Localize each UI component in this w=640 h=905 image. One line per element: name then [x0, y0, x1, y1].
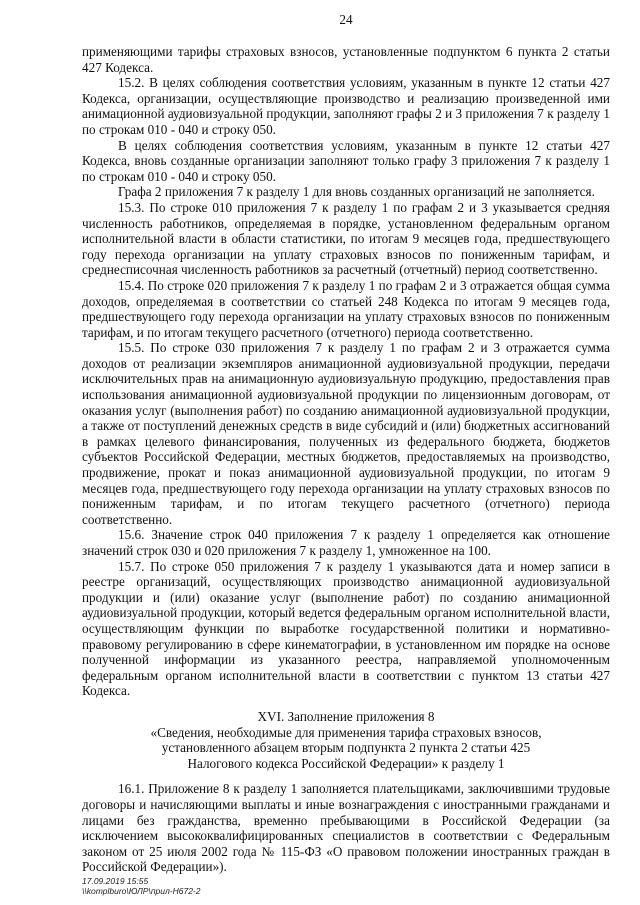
footer-date: 17.09.2019 15:55: [82, 876, 149, 886]
paragraph: 15.7. По строке 050 приложения 7 к разделу 1 указываются дата и номер записи в реестре организаций, осуществляющих производство анимационной аудиовизуальной продукции и (или) оказание услуг (выполнение работ) по созданию анимационной аудиовизуальной продукции, который ведется федеральным органом исполнительной власти, осуществляющим функции по выработке государственной политики и нормативно-правовому регулированию в сфере кинематографии, в установленном им порядке на основе полученной информации из указанного реестра, направляемой уполномоченным федеральным органом исполнительной власти в соответствии с пунктом 13 статьи 427 Кодекса.: [82, 558, 610, 699]
section-heading-line: Налогового кодекса Российской Федерации» к разделу 1: [187, 755, 505, 771]
paragraph: 15.4. По строке 020 приложения 7 к разделу 1 по графам 2 и 3 отражается общая сумма доходов, определяемая в соответствии со статьей 248 Кодекса по итогам 9 месяцев года, предшествующего году перехода организации на уплату страховых взносов по пониженным тарифам, и по итогам текущего расчетного (отчетного) периода соответственно.: [82, 277, 610, 340]
paragraph: Графа 2 приложения 7 к разделу 1 для вновь созданных организаций не заполняется.: [118, 184, 595, 200]
section-heading-line: XVI. Заполнение приложения 8: [257, 708, 435, 724]
paragraph: применяющими тарифы страховых взносов, установленные подпунктом 6 пункта 2 статьи 427 Кодекса.: [82, 44, 610, 75]
paragraph: 15.6. Значение строк 040 приложения 7 к разделу 1 определяется как отношение значений строк 030 и 020 приложения 7 к разделу 1, умноженное на 100.: [82, 527, 610, 558]
section-heading-line: «Сведения, необходимые для применения тарифа страховых взносов,: [150, 724, 542, 740]
spacer: [82, 771, 610, 781]
footer: [82, 876, 200, 896]
body-text-bottom: [82, 781, 610, 875]
section-heading: [82, 709, 610, 771]
section-heading-line: установленного абзацем вторым подпункта 2 пункта 2 статьи 425: [161, 740, 531, 756]
footer-path: \\komplburo\ЮЛР\прил-Н672-2: [82, 886, 201, 896]
paragraph: 15.5. По строке 030 приложения 7 к разделу 1 по графам 2 и 3 отражается сумма доходов от реализации экземпляров анимационной аудиовизуальной продукции, передачи исключительных прав на анимационную аудиовизуальную продукцию, предоставления прав использования анимационной аудиовизуальной продукции по лицензионным договорам, от оказания услуг (выполнения работ) по созданию анимационной аудиовизуальной продукции, а также от поступлений денежных средств в виде субсидий и (или) бюджетных ассигнований в рамках целевого финансирования, полученных из федерального бюджета, бюджетов субъектов Российской Федерации, местных бюджетов, предоставляемых на производство, продвижение, прокат и показ анимационной аудиовизуальной продукции, по итогам 9 месяцев года, предшествующего году перехода организации на уплату страховых взносов по пониженным тарифам, и по итогам текущего расчетного (отчетного) периода соответственно.: [82, 340, 610, 527]
paragraph: 16.1. Приложение 8 к разделу 1 заполняется плательщиками, заключившими трудовые договоры и начисляющими выплаты и иные вознаграждения с иностранными гражданами и лицами без гражданства, временно пребывающими в Российской Федерации (за исключением высококвалифицированных специалистов в соответствии с Федеральным законом от 25 июля 2002 года № 115-ФЗ «О правовом положении иностранных граждан в Российской Федерации»).: [82, 781, 610, 875]
paragraph: В целях соблюдения соответствия условиям, указанным в пункте 12 статьи 427 Кодекса, вновь созданные организации заполняют только графу 3 приложения 7 к разделу 1 по строкам 010 - 040 и строку 050.: [82, 137, 610, 184]
paragraph: 15.3. По строке 010 приложения 7 к разделу 1 по графам 2 и 3 указывается средняя численность работников, определяемая в порядке, установленном федеральным органом исполнительной власти в области статистики, по итогам 9 месяцев года, предшествующего году перехода организации на уплату страховых взносов по пониженным тарифам, и среднесписочная численность работников за расчетный (отчетный) период соответственно.: [82, 199, 610, 278]
page-number: 24: [339, 12, 353, 27]
body-text-top: [82, 44, 610, 699]
paragraph: 15.2. В целях соблюдения соответствия условиям, указанным в пункте 12 статьи 427 Кодекса, организации, осуществляющие производство и реализацию произведенной ими анимационной аудиовизуальной продукции, заполняют графы 2 и 3 приложения 7 к разделу 1 по строкам 010 - 040 и строку 050.: [82, 75, 610, 137]
